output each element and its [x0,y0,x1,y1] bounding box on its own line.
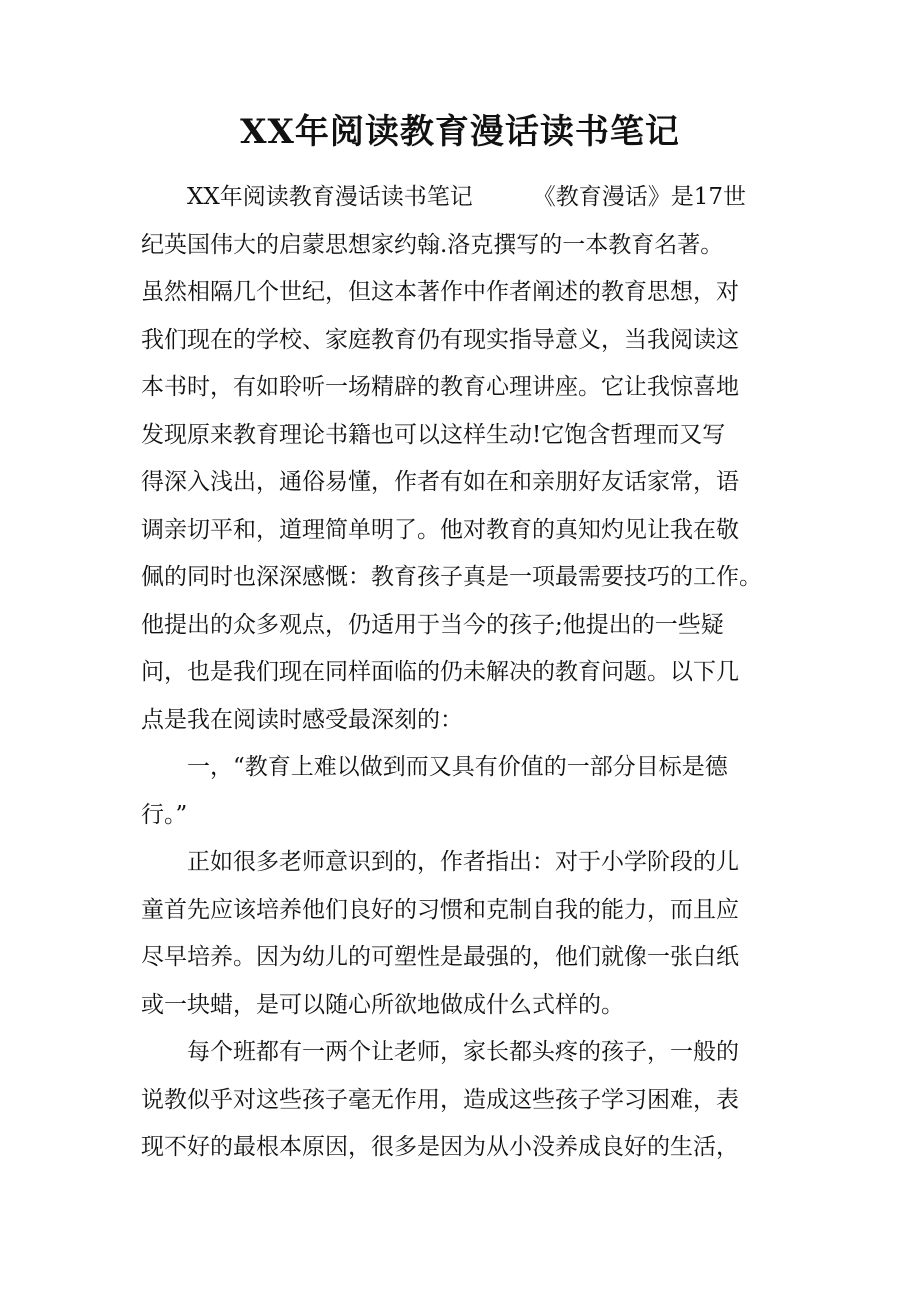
paragraph-line: 尽早培养。因为幼儿的可塑性是最强的，他们就像一张白纸 [141,944,739,970]
paragraph-line: 每个班都有一两个让老师，家长都头疼的孩子，一般的 [187,1039,739,1065]
paragraph-line: 他提出的众多观点，仍适用于当今的孩子;他提出的一些疑 [141,611,724,638]
document-title: XX年阅读教育漫话读书笔记 [240,112,680,152]
paragraph-line: 虽然相隔几个世纪，但这本著作中作者阐述的教育思想，对 [141,279,739,305]
paragraph-line: 发现原来教育理论书籍也可以这样生动!它饱含哲理而又写 [141,421,726,448]
paragraph-line: 点是我在阅读时感受最深刻的： [141,706,463,733]
paragraph-line: 或一块蜡，是可以随心所欲地做成什么式样的。 [141,991,624,1018]
paragraph-line: 调亲切平和，道理简单明了。他对教育的真知灼见让我在敬 [141,516,739,543]
inline-title: XX年阅读教育漫话读书笔记 [187,184,473,210]
paragraph-line: 我们现在的学校、家庭教育仍有现实指导意义，当我阅读这 [141,326,739,353]
paragraph-line: 现不好的最根本原因，很多是因为从小没养成良好的生活， [141,1134,739,1160]
paragraph-line: 佩的同时也深深感慨：教育孩子真是一项最需要技巧的工作。 [141,564,762,590]
paragraph-line [141,174,781,222]
paragraph-line: 本书时，有如聆听一场精辟的教育心理讲座。它让我惊喜地 [141,374,739,400]
paragraph-line: 纪英国伟大的启蒙思想家约翰.洛克撰写的一本教育名著。 [141,231,724,258]
document-body [141,174,781,1172]
inline-text: 《教育漫话》是17世 [532,184,747,210]
paragraph-line: 行。” [141,801,188,828]
paragraph-line: 得深入浅出，通俗易懂，作者有如在和亲朋好友话家常，语 [141,469,739,495]
paragraph-line: 正如很多老师意识到的，作者指出：对于小学阶段的儿 [187,849,739,875]
paragraph-line: 童首先应该培养他们良好的习惯和克制自我的能力，而且应 [141,896,739,923]
paragraph-line: 说教似乎对这些孩子毫无作用，造成这些孩子学习困难，表 [141,1086,739,1113]
paragraph-line: 一，“教育上难以做到而又具有价值的一部分目标是德 [187,754,728,780]
paragraph-line: 问，也是我们现在同样面临的仍未解决的教育问题。以下几 [141,659,739,685]
